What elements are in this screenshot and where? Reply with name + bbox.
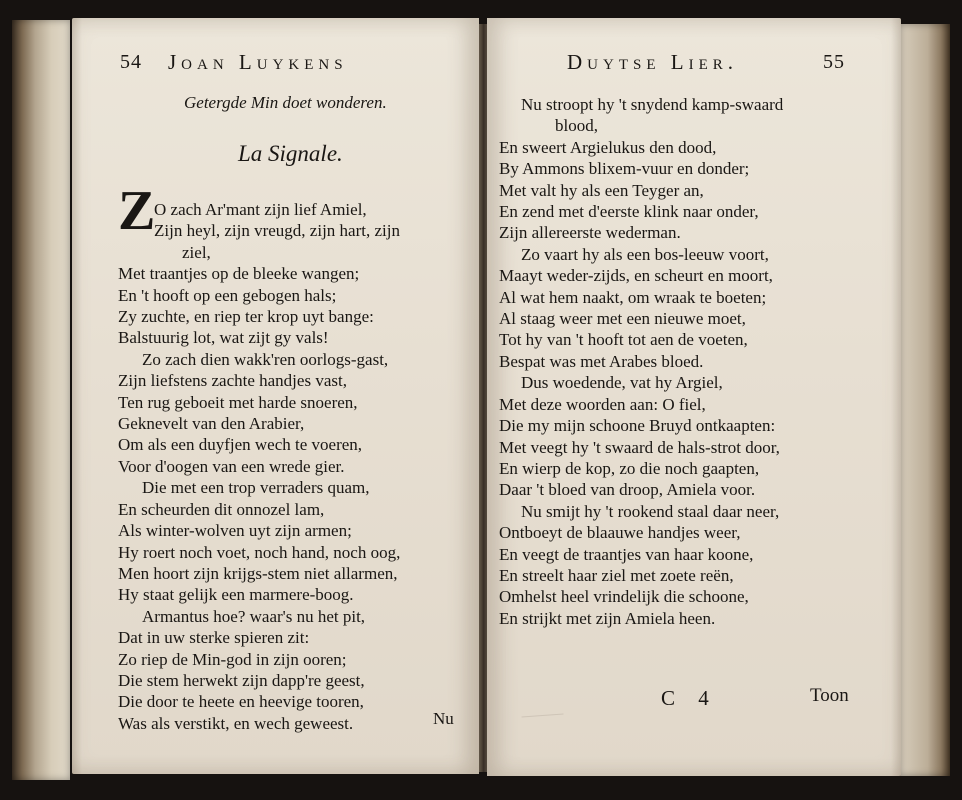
right-verse-line-10: Al wat hem naakt, om wraak te boeten; xyxy=(499,287,767,307)
left-verse-line-6: Zy zuchte, en riep ter krop uyt bange: xyxy=(118,307,374,327)
right-verse-line-24: Omhelst heel vrindelijk die schoone, xyxy=(499,587,749,607)
left-verse-line-22: Zo riep de Min-god in zijn ooren; xyxy=(118,649,347,669)
left-verse-line-5: En 't hooft op een gebogen hals; xyxy=(118,285,337,305)
right-page-number: 55 xyxy=(823,51,845,73)
right-catchword: Toon xyxy=(810,685,849,706)
right-verse-line-4: By Ammons blixem-vuur en donder; xyxy=(499,159,750,179)
right-verse-line-17: Met veegt hy 't swaard de hals-strot door, xyxy=(499,437,780,457)
right-verse-line-8: Zo vaart hy als een bos-leeuw voort, xyxy=(521,244,769,264)
left-verse-line-17: Hy roert noch voet, noch hand, noch oog, xyxy=(118,542,401,562)
left-verse-line-4: Met traantjes op de bleeke wangen; xyxy=(118,264,360,284)
right-verse-line-25: En strijkt met zijn Amiela heen. xyxy=(499,608,716,628)
right-verse-line-21: Ontboeyt de blaauwe handjes weer, xyxy=(499,523,741,543)
right-verse-line-9: Maayt weder-zijds, en scheurt en moort, xyxy=(499,266,773,286)
left-verse-line-3: ziel, xyxy=(182,242,211,262)
left-verse-line-13: Voor d'oogen van een wrede gier. xyxy=(118,456,345,476)
right-running-head: Duytse Lier. xyxy=(567,50,738,74)
left-verse-lines xyxy=(118,199,468,734)
left-verse-line-12: Om als een duyfjen wech te voeren, xyxy=(118,435,363,455)
right-book-edge xyxy=(900,24,950,776)
right-verse-line-16: Die my mijn schoone Bruyd ontkaapten: xyxy=(499,416,776,436)
right-verse-line-18: En wierp de kop, zo die noch gaapten, xyxy=(499,458,760,478)
left-verse-line-10: Ten rug geboeit met harde snoeren, xyxy=(118,392,358,412)
right-verse-line-5: Met valt hy als een Teyger an, xyxy=(499,180,704,200)
left-catchword: Nu xyxy=(433,709,454,728)
right-verse-line-11: Al staag weer met een nieuwe moet, xyxy=(499,309,746,329)
left-verse-line-24: Die door te heete en heevige tooren, xyxy=(118,692,364,712)
left-page-number: 54 xyxy=(120,51,142,73)
right-verse-lines xyxy=(499,94,869,629)
right-verse-line-6: En zend met d'eerste klink naar onder, xyxy=(499,202,759,222)
left-verse-line-19: Hy staat gelijk een marmere-boog. xyxy=(118,585,354,605)
right-verse-line-3: En sweert Argielukus den dood, xyxy=(499,137,717,157)
right-verse-line-13: Bespat was met Arabes bloed. xyxy=(499,351,704,371)
left-verse-line-21: Dat in uw sterke spieren zit: xyxy=(118,628,310,648)
right-verse-line-12: Tot hy van 't hooft tot aen de voeten, xyxy=(499,330,748,350)
right-verse-line-2: blood, xyxy=(555,116,598,136)
left-verse-line-7: Balstuurig lot, wat zijt gy vals! xyxy=(118,328,329,348)
left-verse-line-20: Armantus hoe? waar's nu het pit, xyxy=(142,606,366,626)
left-verse-line-11: Geknevelt van den Arabier, xyxy=(118,414,305,434)
right-verse-line-20: Nu smijt hy 't rookend staal daar neer, xyxy=(521,501,780,521)
left-book-edge xyxy=(12,20,70,780)
left-verse-line-1: O zach Ar'mant zijn lief Amiel, xyxy=(154,200,367,219)
section-title: La Signale. xyxy=(238,141,343,166)
left-verse-line-15: En scheurden dit onnozel lam, xyxy=(118,499,325,519)
right-verse-line-22: En veegt de traantjes van haar koone, xyxy=(499,544,754,564)
left-verse-line-9: Zijn liefstens zachte handjes vast, xyxy=(118,371,347,391)
right-verse-line-1: Nu stroopt hy 't snydend kamp-swaard xyxy=(521,95,784,114)
right-page xyxy=(487,18,901,776)
left-verse-line-25: Was als verstikt, en wech geweest. xyxy=(118,713,354,733)
left-verse-line-8: Zo zach dien wakk'ren oorlogs-gast, xyxy=(142,349,389,369)
drop-capital: Z xyxy=(118,180,156,242)
right-verse-line-7: Zijn allereerste wederman. xyxy=(499,223,681,243)
right-verse-line-14: Dus woedende, vat hy Argiel, xyxy=(521,373,723,393)
poem-subtitle: Getergde Min doet wonderen. xyxy=(184,93,387,112)
right-verse-line-19: Daar 't bloed van droop, Amiela voor. xyxy=(499,480,756,500)
left-running-head: Joan Luykens xyxy=(168,50,348,74)
left-verse-line-16: Als winter-wolven uyt zijn armen; xyxy=(118,521,352,541)
left-page-shadow xyxy=(72,18,82,774)
left-verse-line-18: Men hoort zijn krijgs-stem niet allarmen, xyxy=(118,563,398,583)
left-verse-line-23: Die stem herwekt zijn dapp're geest, xyxy=(118,670,365,690)
gathering-signature: C 4 xyxy=(661,686,718,710)
left-page xyxy=(72,18,479,774)
faint-bleed-through-mark xyxy=(520,698,563,718)
left-verse-line-2: Zijn heyl, zijn vreugd, zijn hart, zijn xyxy=(154,221,400,241)
right-page-shadow xyxy=(891,18,901,776)
left-verse-line-14: Die met een trop verraders quam, xyxy=(142,478,370,498)
right-verse-line-15: Met deze woorden aan: O fiel, xyxy=(499,394,706,414)
right-verse-line-23: En streelt haar ziel met zoete reën, xyxy=(499,565,734,585)
